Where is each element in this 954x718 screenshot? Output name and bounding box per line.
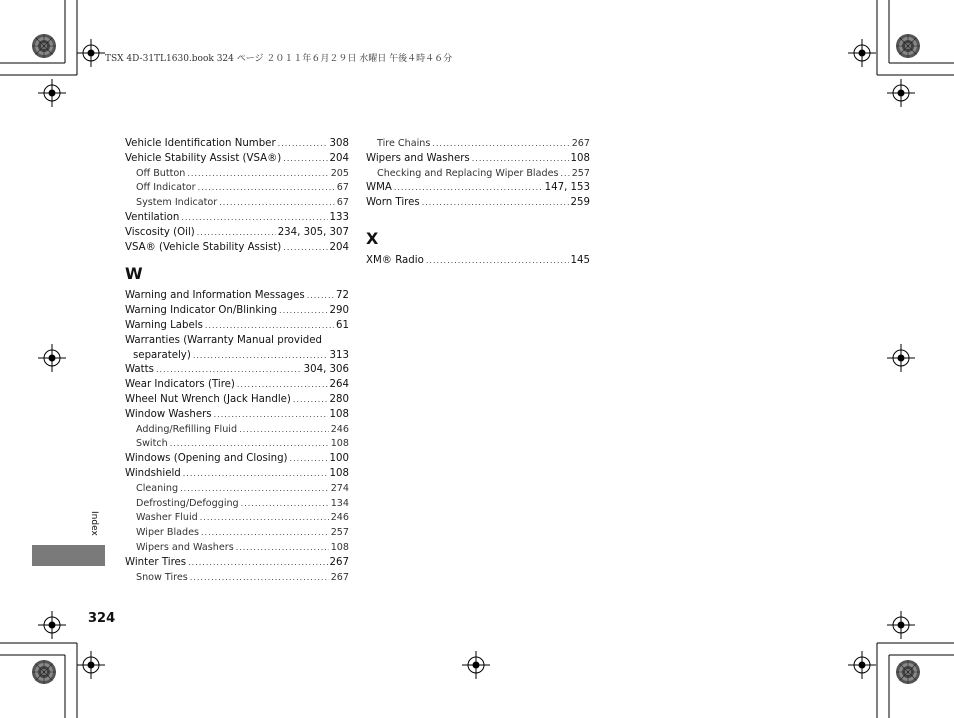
dot-leader (156, 363, 302, 378)
dot-leader (241, 497, 329, 512)
dot-leader (170, 437, 329, 452)
index-entry-page[interactable]: 108 (329, 408, 349, 420)
index-entry-page[interactable]: 72 (336, 290, 349, 302)
index-entry-page[interactable]: 133 (329, 211, 349, 223)
index-entry[interactable] (366, 167, 590, 182)
dot-leader (187, 167, 328, 182)
index-entry-label: Wheel Nut Wrench (Jack Handle) (125, 393, 291, 405)
index-group-w (125, 289, 349, 585)
index-entry-label: Ventilation (125, 211, 180, 223)
index-entry[interactable] (125, 497, 349, 512)
index-entry[interactable] (125, 319, 349, 334)
index-entry-label: Worn Tires (366, 197, 420, 209)
index-entry-label: WMA (366, 182, 392, 194)
index-entry-label: Switch (136, 438, 168, 450)
index-entry[interactable] (366, 196, 590, 211)
index-entry-page[interactable]: 274 (330, 482, 349, 494)
dot-leader (205, 319, 334, 334)
index-entry-page[interactable]: 108 (329, 467, 349, 479)
index-entry[interactable] (125, 556, 349, 571)
dot-leader (181, 211, 327, 226)
dot-leader (239, 423, 329, 438)
index-entry-page[interactable]: 204 (329, 152, 349, 164)
index-entry[interactable] (125, 289, 349, 304)
index-entry-page[interactable]: 246 (330, 423, 349, 435)
dot-leader (278, 137, 328, 152)
index-entry-label: Wipers and Washers (136, 541, 234, 553)
index-entry-label: Adding/Refilling Fluid (136, 423, 238, 435)
index-entry[interactable] (125, 349, 349, 364)
index-entry-label: Wear Indicators (Tire) (125, 379, 235, 391)
index-entry-label: Vehicle Stability Assist (VSA®) (125, 152, 282, 164)
index-entry-label: Tire Chains (377, 138, 431, 149)
dot-leader (190, 571, 329, 586)
dot-leader (290, 452, 328, 467)
dot-leader (180, 482, 329, 497)
index-entry[interactable] (125, 363, 349, 378)
index-entry-page[interactable]: 108 (330, 541, 349, 553)
index-entry-label: Vehicle Identification Number (125, 138, 276, 149)
index-entry-page[interactable]: 259 (570, 197, 590, 209)
index-entry[interactable] (366, 152, 590, 167)
index-entry-label: System Indicator (136, 197, 218, 209)
print-info-header: TSX 4D-31TL1630.book 324 ページ ２０１１年６月２９日 水曜日 午後４時４６分 (105, 54, 453, 64)
index-entry[interactable] (125, 137, 349, 152)
index-entry-label: Warranties (Warranty Manual provided (125, 334, 322, 346)
index-entry-label: VSA® (Vehicle Stability Assist) (125, 241, 282, 253)
index-entry-page[interactable]: 257 (330, 527, 349, 539)
index-entry-page[interactable]: 205 (330, 167, 349, 179)
index-entry-label: XM® Radio (366, 254, 424, 266)
index-entry-page[interactable]: 267 (571, 138, 590, 149)
dot-leader (198, 181, 335, 196)
index-entry-page[interactable]: 234, 305, 307 (277, 226, 349, 238)
index-group-w-continued (366, 137, 590, 211)
dot-leader (426, 254, 569, 269)
index-entry-label: Off Button (136, 167, 186, 179)
index-entry-page[interactable]: 147, 153 (544, 182, 590, 194)
index-entry[interactable] (366, 181, 590, 196)
index-entry-page[interactable]: 304, 306 (303, 364, 349, 376)
index-entry-label: Defrosting/Defogging (136, 497, 239, 509)
index-entry[interactable] (125, 378, 349, 393)
index-entry[interactable] (125, 152, 349, 167)
dot-leader (219, 196, 335, 211)
dot-leader (214, 408, 328, 423)
dot-leader (293, 393, 328, 408)
index-entry-page[interactable]: 61 (336, 319, 349, 331)
index-entry-page[interactable]: 108 (570, 152, 590, 164)
dot-leader (236, 541, 329, 556)
index-entry-label: Window Washers (125, 408, 212, 420)
index-group-v (125, 137, 349, 255)
index-entry[interactable] (366, 254, 590, 269)
index-entry[interactable] (125, 334, 349, 349)
dot-leader (188, 556, 327, 571)
dot-leader (279, 304, 328, 319)
index-entry-label: Checking and Replacing Wiper Blades (377, 167, 559, 179)
index-side-tab[interactable] (32, 545, 105, 566)
page-number: 324 (88, 611, 116, 626)
index-entry-label: Windows (Opening and Closing) (125, 453, 288, 465)
dot-leader (472, 152, 569, 167)
index-entry-page[interactable]: 204 (329, 241, 349, 253)
index-entry[interactable] (125, 541, 349, 556)
index-entry[interactable] (125, 526, 349, 541)
dot-leader (283, 241, 327, 256)
dot-leader (201, 526, 329, 541)
index-entry-page[interactable]: 67 (336, 197, 349, 209)
index-entry-label: separately) (133, 349, 191, 361)
index-entry-page[interactable]: 145 (570, 254, 590, 266)
index-entry[interactable] (125, 511, 349, 526)
index-entry-page[interactable]: 246 (330, 512, 349, 524)
index-group-x (366, 254, 590, 269)
dot-leader (422, 196, 569, 211)
index-entry-label: Warning and Information Messages (125, 290, 305, 302)
index-entry-page[interactable]: 108 (330, 438, 349, 450)
dot-leader (560, 167, 569, 182)
section-heading-x: X (366, 228, 379, 248)
index-entry-label: Snow Tires (136, 571, 188, 583)
index-entry[interactable] (125, 467, 349, 482)
index-entry[interactable] (125, 452, 349, 467)
index-entry-label: Wipers and Washers (366, 152, 470, 164)
index-entry[interactable] (125, 211, 349, 226)
index-entry-page[interactable]: 313 (329, 349, 349, 361)
index-entry-page[interactable]: 290 (329, 305, 349, 317)
dot-leader (200, 511, 329, 526)
dot-leader (283, 152, 327, 167)
index-entry-page[interactable]: 308 (329, 138, 349, 149)
index-entry[interactable] (125, 304, 349, 319)
index-entry[interactable] (125, 408, 349, 423)
index-entry[interactable] (125, 437, 349, 452)
index-entry-page[interactable]: 67 (336, 182, 349, 194)
index-entry[interactable] (125, 393, 349, 408)
dot-leader (193, 349, 328, 364)
dot-leader (197, 226, 276, 241)
index-entry[interactable] (125, 181, 349, 196)
dot-leader (237, 378, 328, 393)
dot-leader (183, 467, 328, 482)
index-entry[interactable] (125, 196, 349, 211)
index-entry-label: Viscosity (Oil) (125, 226, 195, 238)
index-entry[interactable] (125, 226, 349, 241)
index-entry-page[interactable]: 257 (571, 167, 590, 179)
index-entry[interactable] (125, 482, 349, 497)
index-entry-page[interactable]: 264 (329, 379, 349, 391)
index-entry-label: Warning Labels (125, 319, 203, 331)
dot-leader (432, 137, 569, 152)
index-side-label: Index (89, 511, 99, 536)
index-entry-label: Windshield (125, 467, 181, 479)
index-column-left (125, 137, 349, 585)
index-entry-label: Watts (125, 364, 154, 376)
dot-leader (394, 181, 543, 196)
index-entry-label: Wiper Blades (136, 527, 200, 539)
index-entry-page[interactable]: 280 (329, 393, 349, 405)
index-entry[interactable] (125, 167, 349, 182)
index-entry-page[interactable]: 267 (330, 571, 349, 583)
index-entry-page[interactable]: 134 (330, 497, 349, 509)
index-entry-page[interactable]: 100 (329, 453, 349, 465)
index-entry-label: Winter Tires (125, 556, 187, 568)
index-entry-label: Off Indicator (136, 182, 196, 194)
index-column-right (366, 137, 590, 269)
index-entry-label: Cleaning (136, 482, 179, 494)
index-entry[interactable] (366, 137, 590, 152)
index-entry-label: Washer Fluid (136, 512, 198, 524)
index-entry[interactable] (125, 571, 349, 586)
index-entry[interactable] (125, 423, 349, 438)
index-entry[interactable] (125, 241, 349, 256)
section-heading-w: W (125, 264, 143, 284)
dot-leader (307, 289, 334, 304)
index-entry-label: Warning Indicator On/Blinking (125, 305, 278, 317)
index-entry-page[interactable]: 267 (329, 556, 349, 568)
